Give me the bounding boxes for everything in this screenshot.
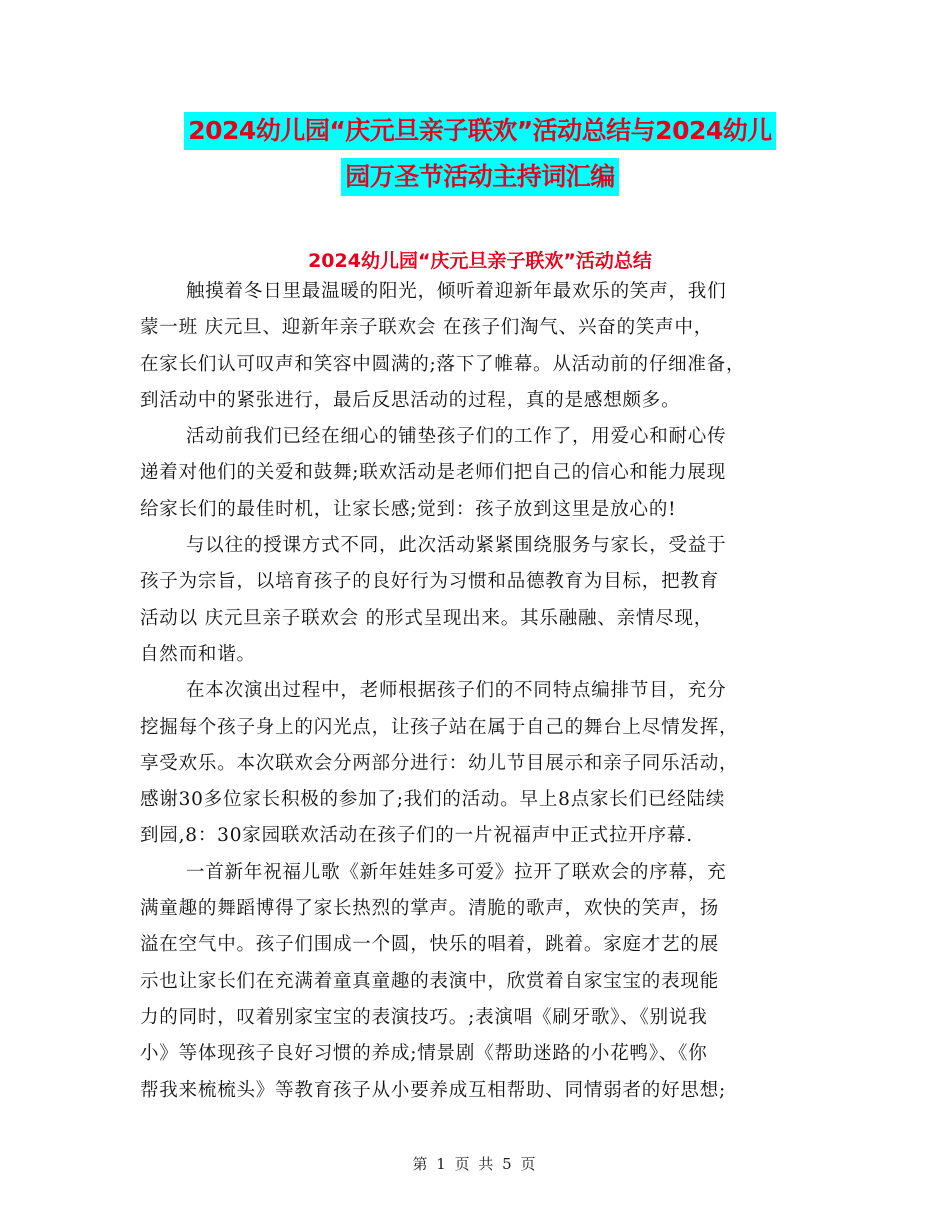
title-line-2: 园万圣节活动主持词汇编 [341, 158, 619, 196]
title-line-1: 2024幼儿园“庆元旦亲子联欢”活动总结与2024幼儿 [184, 112, 776, 150]
paragraph [140, 528, 830, 673]
text-line: 自然而和谐。 [140, 643, 256, 665]
paragraph [140, 274, 830, 419]
text-line: 在家长们认可叹声和笑容中圆满的;落下了帷幕。从活动前的仔细准备， [140, 353, 746, 375]
text-line: 给家长们的最佳时机，让家长感;觉到：孩子放到这里是放心的! [140, 498, 677, 520]
text-line: 在本次演出过程中，老师根据孩子们的不同特点编排节目，充分 [186, 680, 727, 702]
text-line: 与以往的授课方式不同，此次活动紧紧围绕服务与家长，受益于 [186, 535, 727, 557]
body-text [140, 274, 830, 1109]
paragraph [140, 855, 830, 1109]
text-line: 溢在空气中。孩子们围成一个圆，快乐的唱着，跳着。家庭才艺的展 [140, 934, 720, 956]
text-line: 小》等体现孩子良好习惯的养成;情景剧《帮助迷路的小花鸭》、《你 [140, 1043, 708, 1065]
text-line: 递着对他们的关爱和鼓舞;联欢活动是老师们把自己的信心和能力展现 [140, 462, 727, 484]
paragraph [140, 419, 830, 528]
page-footer: 第 1 页 共 5 页 [412, 1155, 538, 1173]
text-line: 蒙一班 庆元旦、迎新年亲子联欢会 在孩子们淘气、兴奋的笑声中， [140, 317, 714, 339]
section-title: 2024幼儿园“庆元旦亲子联欢”活动总结 [308, 250, 652, 272]
text-line: 享受欢乐。本次联欢会分两部分进行：幼儿节目展示和亲子同乐活动， [140, 752, 739, 774]
text-line: 到活动中的紧张进行，最后反思活动的过程，真的是感想颇多。 [140, 389, 681, 411]
document-title [140, 112, 820, 196]
text-line: 活动以 庆元旦亲子联欢会 的形式呈现出来。其乐融融、亲情尽现， [140, 607, 714, 629]
text-line: 触摸着冬日里最温暖的阳光，倾听着迎新年最欢乐的笑声，我们 [186, 281, 727, 302]
text-line: 力的同时，叹着别家宝宝的表演技巧。;表演唱《刷牙歌》、《别说我 [140, 1006, 708, 1028]
paragraph [140, 673, 830, 854]
text-line: 挖掘每个孩子身上的闪光点，让孩子站在属于自己的舞台上尽情发挥， [140, 716, 739, 738]
text-line: 一首新年祝福儿歌《新年娃娃多可爱》拉开了联欢会的序幕，充 [186, 861, 727, 883]
text-line: 感谢30多位家长积极的参加了;我们的活动。早上8点家长们已经陆续 [140, 789, 726, 811]
text-line: 示也让家长们在充满着童真童趣的表演中，欣赏着自家宝宝的表现能 [140, 970, 720, 992]
text-line: 活动前我们已经在细心的铺垫孩子们的工作了，用爱心和耐心传 [186, 426, 727, 448]
text-line: 满童趣的舞蹈博得了家长热烈的掌声。清脆的歌声，欢快的笑声，扬 [140, 898, 720, 920]
text-line: 到园,8：30家园联欢活动在孩子们的一片祝福声中正式拉开序幕. [140, 825, 693, 847]
text-line: 孩子为宗旨，以培育孩子的良好行为习惯和品德教育为目标，把教育 [140, 571, 720, 593]
text-line: 帮我来梳梳头》等教育孩子从小要养成互相帮助、同情弱者的好思想; [140, 1079, 727, 1101]
